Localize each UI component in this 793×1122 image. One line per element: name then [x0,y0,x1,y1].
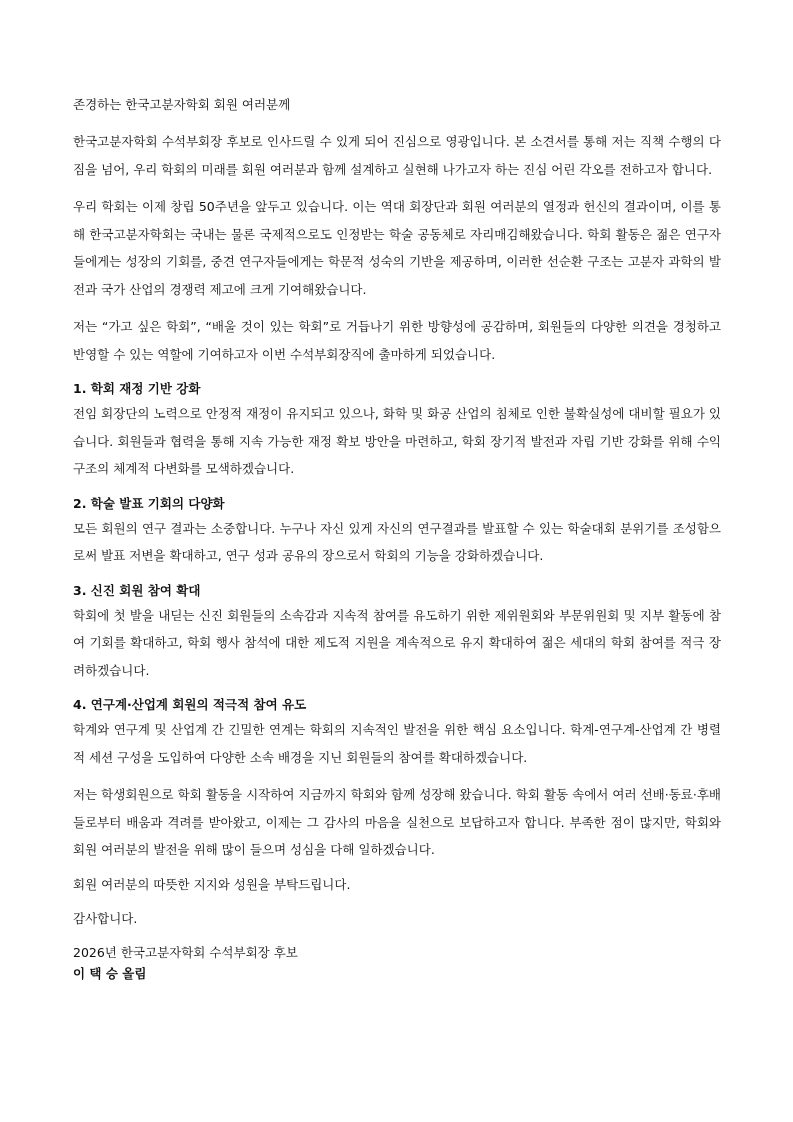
request-line: 회원 여러분의 따뜻한 지지와 성원을 부탁드립니다. [73,876,351,892]
section-body: 학계와 연구계 및 산업계 간 긴밀한 연계는 학회의 지속적인 발전을 위한 핵심 요소입니다. 학계-연구계-산업계 간 병렬적 세션 구성을 도입하여 다양한 소속 배경을 지닌 회원들의 참여를 확대하겠습니다. [73,722,721,765]
intro-paragraph: 한국고분자학회 수석부회장 후보로 인사드릴 수 있게 되어 진심으로 영광입니다. 본 소견서를 통해 저는 직책 수행의 다짐을 넘어, 우리 학회의 미래를 회원 여러분과 함께 설계하고 실현해 나가고자 하는 진심 어린 각오를 전하고자 합니다. [73,134,721,177]
section-presentation [73,493,721,570]
signature-name: 이 택 승 올림 [73,965,147,981]
salutation: 존경하는 한국고분자학회 회원 여러분께 [73,97,291,112]
intro-paragraph: 우리 학회는 이제 창립 50주년을 앞두고 있습니다. 이는 역대 회장단과 회원 여러분의 열정과 헌신의 결과이며, 이를 통해 한국고분자학회는 국내는 물론 국제적으로도 인정받는 학술 공동체로 자리매김해왔습니다. 학회 활동은 젊은 연구자들에게는 성장의 기회를, 중견 연구자들에게는 학문적 성숙의 기반을 제공하며, 이러한 선순환 구조는 고분자 과학의 발전과 국가 산업의 경쟁력 제고에 크게 기여해왔습니다. [73,199,721,297]
intro-paragraph: 저는 “가고 싶은 학회”, “배울 것이 있는 학회”로 거듭나기 위한 방향성에 공감하며, 회원들의 다양한 의견을 경청하고 반영할 수 있는 역할에 기여하고자 이번 수석부회장직에 출마하게 되었습니다. [73,319,721,362]
section-heading: 3. 신진 회원 참여 확대 [73,582,201,598]
letter-page [73,93,721,984]
section-industry [73,694,721,771]
section-heading: 2. 학술 발표 기회의 다양화 [73,495,225,511]
thanks-line: 감사합니다. [73,910,138,926]
section-finance [73,378,721,483]
section-body: 학회에 첫 발을 내딛는 신진 회원들의 소속감과 지속적 참여를 유도하기 위한 제위원회와 부문위원회 및 지부 활동에 참여 기회를 확대하고, 학회 행사 참석에 대한 제도적 지원을 계속적으로 유지 확대하여 젊은 세대의 학회 참여를 적극 장려하겠습니다. [73,607,721,678]
signature-line: 2026년 한국고분자학회 수석부회장 후보 [73,944,298,960]
section-heading: 1. 학회 재정 기반 강화 [73,381,201,396]
section-heading: 4. 연구계·산업계 회원의 적극적 참여 유도 [73,697,307,712]
outro-paragraph: 저는 학생회원으로 학회 활동을 시작하여 지금까지 학회와 함께 성장해 왔습니다. 학회 활동 속에서 여러 선배·동료·후배들로부터 배움과 격려를 받아왔고, 이제는 그 감사의 마음을 실천으로 보답하고자 합니다. 부족한 점이 많지만, 학회와 회원 여러분의 발전을 위해 많이 들으며 성심을 다해 일하겠습니다. [73,787,721,857]
section-body: 전임 회장단의 노력으로 안정적 재정이 유지되고 있으나, 화학 및 화공 산업의 침체로 인한 불확실성에 대비할 필요가 있습니다. 회원들과 협력을 통해 지속 가능한 재정 확보 방안을 마련하고, 학회 장기적 발전과 자립 기반 강화를 위해 수익 구조의 체계적 다변화를 모색하겠습니다. [73,406,721,476]
section-body: 모든 회원의 연구 결과는 소중합니다. 누구나 자신 있게 자신의 연구결과를 발표할 수 있는 학술대회 분위기를 조성함으로써 발표 저변을 확대하고, 연구 성과 공유의 장으로서 학회의 기능을 강화하겠습니다. [73,520,721,563]
section-new-members [73,580,721,685]
